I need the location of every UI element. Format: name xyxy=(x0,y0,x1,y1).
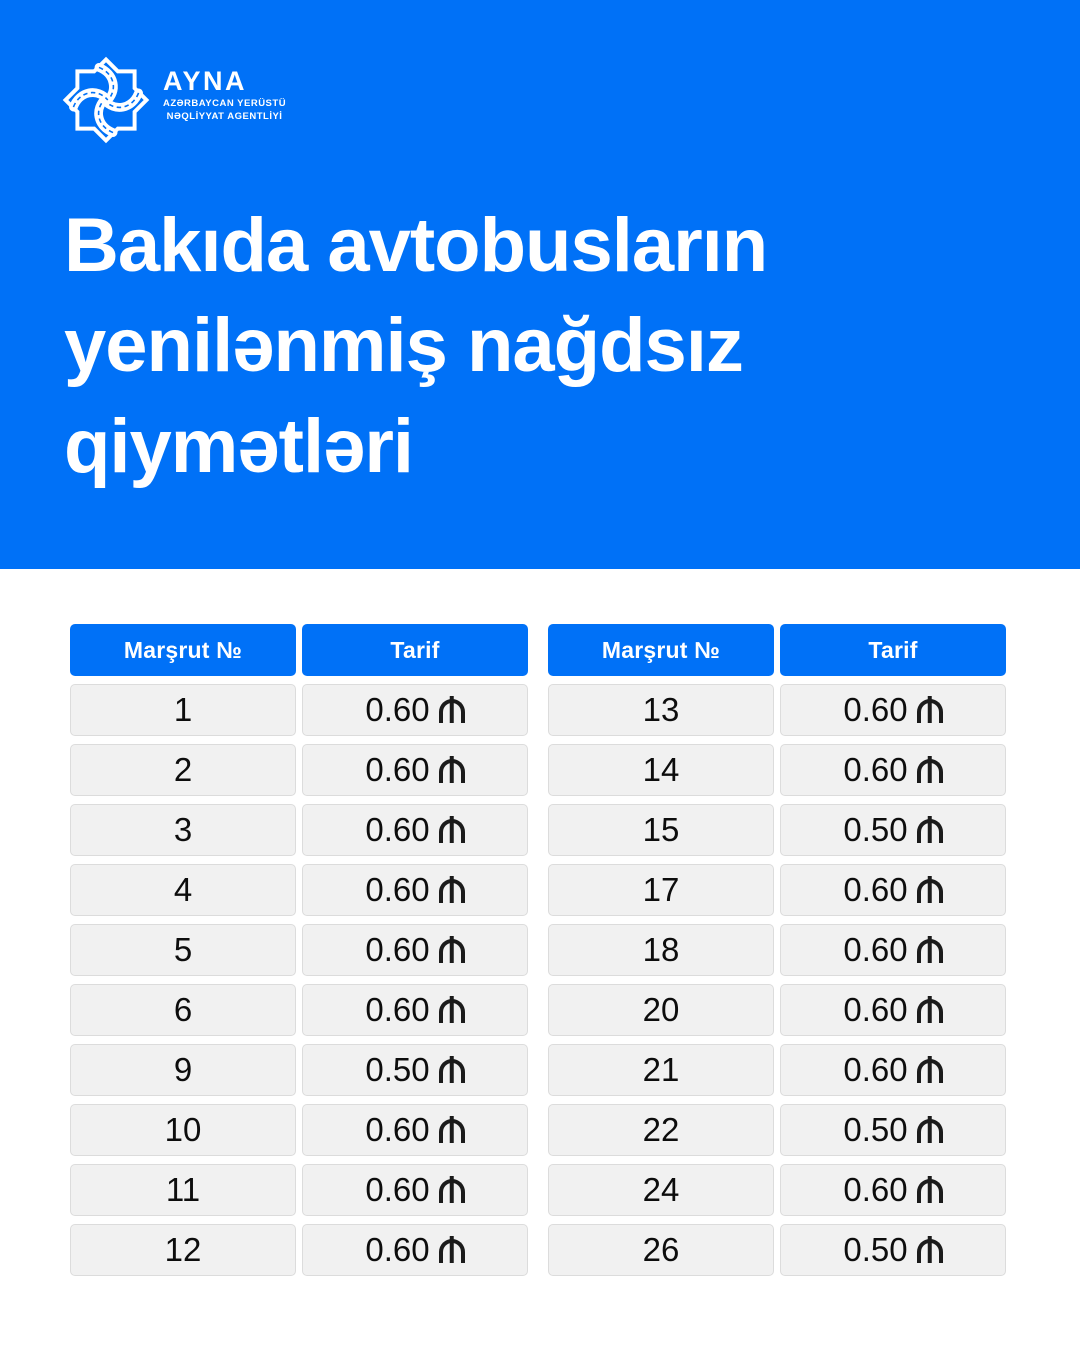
manat-sign-icon xyxy=(917,1239,943,1263)
road-ribbons xyxy=(73,67,138,132)
route-number-cell: 15 xyxy=(548,804,774,856)
route-number-cell: 11 xyxy=(70,1164,296,1216)
tarif-value: 0.60 xyxy=(843,1171,908,1208)
manat-sign-icon xyxy=(439,939,465,963)
tarif-cell xyxy=(780,1104,1006,1156)
manat-sign-icon xyxy=(917,819,943,843)
page-title-line: Bakıda avtobusların xyxy=(64,203,768,288)
tarif-value: 0.60 xyxy=(365,991,430,1028)
tarif-cell xyxy=(302,1164,528,1216)
tarif-cell xyxy=(780,684,1006,736)
manat-sign-icon xyxy=(439,819,465,843)
manat-sign-icon xyxy=(439,759,465,783)
manat-sign-icon xyxy=(917,939,943,963)
manat-sign-icon xyxy=(439,1119,465,1143)
tarif-value: 0.60 xyxy=(843,751,908,788)
route-number-cell: 3 xyxy=(70,804,296,856)
manat-sign-icon xyxy=(917,699,943,723)
tarif-cell xyxy=(780,744,1006,796)
tarif-value: 0.60 xyxy=(365,751,430,788)
tarif-value: 0.50 xyxy=(843,811,908,848)
route-number-cell: 24 xyxy=(548,1164,774,1216)
tarif-cell xyxy=(780,804,1006,856)
tarif-value: 0.50 xyxy=(843,1111,908,1148)
column-header-tarif: Tarif xyxy=(302,624,528,676)
route-number-cell: 20 xyxy=(548,984,774,1036)
tarif-cell xyxy=(780,924,1006,976)
tarif-value: 0.60 xyxy=(365,811,430,848)
ayna-logo-icon xyxy=(62,56,150,144)
price-table-left xyxy=(70,624,528,1276)
tarif-value: 0.60 xyxy=(843,991,908,1028)
tarif-value: 0.60 xyxy=(365,871,430,908)
manat-sign-icon xyxy=(439,1059,465,1083)
route-number-cell: 18 xyxy=(548,924,774,976)
brand-block xyxy=(62,56,286,144)
tarif-value: 0.60 xyxy=(365,1231,430,1268)
brand-subtitle-line2: NƏQLİYYAT AGENTLİYİ xyxy=(166,110,283,122)
column-header-route: Marşrut № xyxy=(548,624,774,676)
route-number-cell: 13 xyxy=(548,684,774,736)
tarif-cell xyxy=(780,984,1006,1036)
tarif-cell xyxy=(302,1104,528,1156)
manat-sign-icon xyxy=(917,1179,943,1203)
route-number-cell: 4 xyxy=(70,864,296,916)
tarif-cell xyxy=(302,744,528,796)
tarif-cell xyxy=(302,1044,528,1096)
route-number-cell: 21 xyxy=(548,1044,774,1096)
page-title-line: yenilənmiş nağdsız xyxy=(64,303,743,389)
tarif-value: 0.60 xyxy=(365,931,430,968)
tarif-value: 0.50 xyxy=(843,1231,908,1268)
manat-sign-icon xyxy=(917,1119,943,1143)
tarif-cell xyxy=(302,984,528,1036)
route-number-cell: 10 xyxy=(70,1104,296,1156)
fare-tables xyxy=(70,624,1006,1276)
manat-sign-icon xyxy=(439,1239,465,1263)
manat-sign-icon xyxy=(917,1059,943,1083)
tarif-value: 0.60 xyxy=(365,1111,430,1148)
manat-sign-icon xyxy=(917,879,943,903)
tarif-value: 0.60 xyxy=(365,1171,430,1208)
route-number-cell: 1 xyxy=(70,684,296,736)
price-table-right xyxy=(548,624,1006,1276)
manat-sign-icon xyxy=(917,999,943,1023)
tarif-value: 0.60 xyxy=(843,931,908,968)
manat-sign-icon xyxy=(439,1179,465,1203)
tarif-cell xyxy=(780,1224,1006,1276)
brand-text xyxy=(163,68,286,124)
route-number-cell: 5 xyxy=(70,924,296,976)
header-banner xyxy=(0,0,1080,569)
page-title-line: qiymətləri xyxy=(64,403,414,489)
route-number-cell: 6 xyxy=(70,984,296,1036)
route-number-cell: 26 xyxy=(548,1224,774,1276)
manat-sign-icon xyxy=(439,879,465,903)
route-number-cell: 17 xyxy=(548,864,774,916)
route-number-cell: 9 xyxy=(70,1044,296,1096)
tarif-cell xyxy=(780,864,1006,916)
brand-subtitle-line1: AZƏRBAYCAN YERÜSTÜ xyxy=(163,98,287,109)
tarif-value: 0.50 xyxy=(365,1051,430,1088)
route-number-cell: 12 xyxy=(70,1224,296,1276)
column-header-tarif: Tarif xyxy=(780,624,1006,676)
route-number-cell: 22 xyxy=(548,1104,774,1156)
route-number-cell: 14 xyxy=(548,744,774,796)
tarif-value: 0.60 xyxy=(843,691,908,728)
tarif-value: 0.60 xyxy=(843,871,908,908)
manat-sign-icon xyxy=(917,759,943,783)
tarif-cell xyxy=(780,1164,1006,1216)
tarif-cell xyxy=(780,1044,1006,1096)
route-number-cell: 2 xyxy=(70,744,296,796)
tarif-cell xyxy=(302,804,528,856)
manat-sign-icon xyxy=(439,699,465,723)
column-header-route: Marşrut № xyxy=(70,624,296,676)
tarif-cell xyxy=(302,684,528,736)
tarif-value: 0.60 xyxy=(365,691,430,728)
page-title xyxy=(64,196,767,497)
tarif-cell xyxy=(302,864,528,916)
brand-name: AYNA xyxy=(163,66,248,96)
tarif-cell xyxy=(302,924,528,976)
tarif-cell xyxy=(302,1224,528,1276)
manat-sign-icon xyxy=(439,999,465,1023)
tarif-value: 0.60 xyxy=(843,1051,908,1088)
